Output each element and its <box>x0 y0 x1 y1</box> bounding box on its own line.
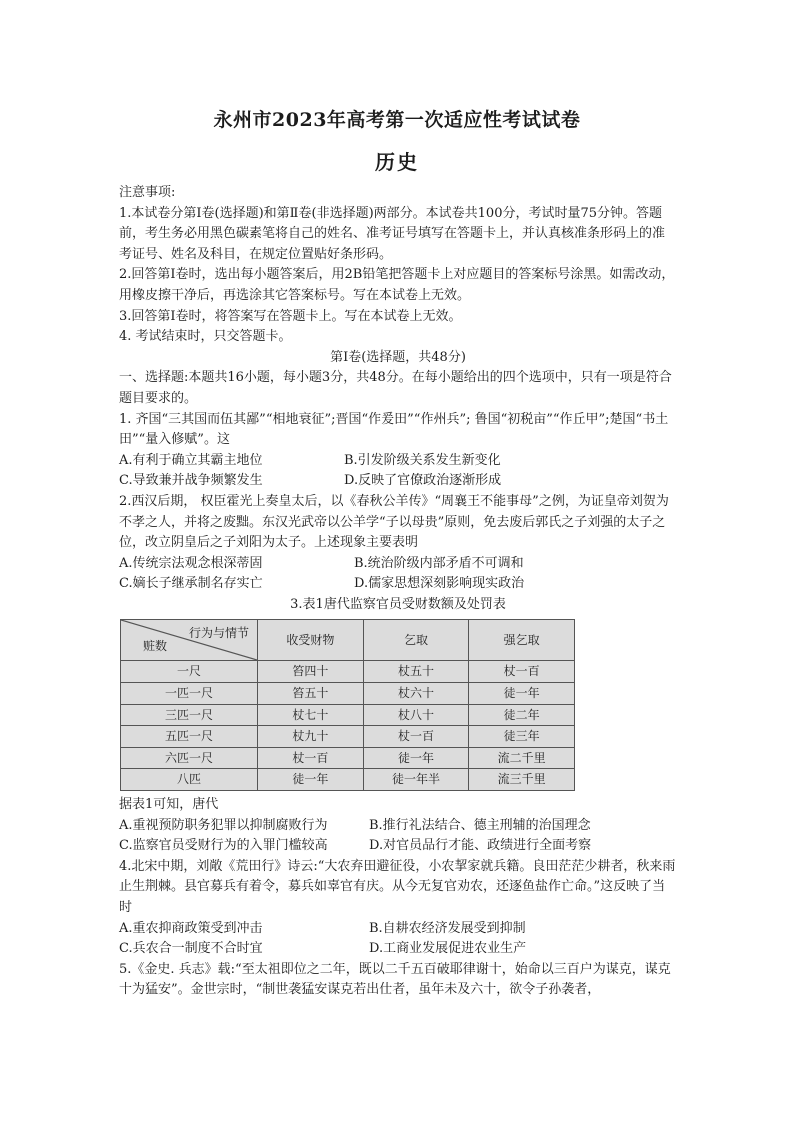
table-cell: 三匹一尺 <box>121 704 258 726</box>
table-caption: 3.表1唐代监察官员受财数额及处罚表 <box>290 596 506 612</box>
notice-item-3: 3.回答第Ⅰ卷时，将答案写在答题卡上。写在本试卷上无效。 <box>119 308 462 324</box>
table-header-cell: 收受财物 <box>258 620 364 661</box>
table-cell: 笞五十 <box>258 683 364 705</box>
penalty-table <box>120 619 575 791</box>
question-1-option-d: D.反映了官僚政治逐渐形成 <box>344 473 502 489</box>
table-row <box>121 661 575 683</box>
table-cell: 流二千里 <box>469 747 575 769</box>
diagonal-header-top: 行为与情节 <box>188 626 249 641</box>
table-cell: 徒三年 <box>469 726 575 748</box>
table-cell: 杖五十 <box>363 661 469 683</box>
table-container <box>120 619 575 791</box>
question-4-option-a: A.重农抑商政策受到冲击 <box>119 920 263 936</box>
question-1-options-row-1 <box>119 451 677 472</box>
question-4-option-d: D.工商业发展促进农业生产 <box>369 941 527 957</box>
question-4-option-c: C.兵农合一制度不合时宜 <box>119 941 263 957</box>
exam-body <box>119 183 677 1001</box>
question-2-options-row-2 <box>119 574 677 595</box>
question-3-options-row-2 <box>119 836 677 857</box>
table-header-cell: 强乞取 <box>469 620 575 661</box>
question-2-options-row-1 <box>119 554 677 575</box>
table-cell: 笞四十 <box>258 661 364 683</box>
question-4-option-b: B.自耕农经济发展受到抑制 <box>369 920 526 936</box>
table-cell: 徒一年 <box>258 769 364 791</box>
diagonal-header-bottom: 赃数 <box>143 638 168 653</box>
table-cell: 杖六十 <box>363 683 469 705</box>
table-cell: 流三千里 <box>469 769 575 791</box>
question-3-option-a: A.重视预防职务犯罪以抑制腐败行为 <box>119 817 328 833</box>
question-3-option-b: B.推行礼法结合、德主刑辅的治国理念 <box>369 817 591 833</box>
table-cell: 一匹一尺 <box>121 683 258 705</box>
table-cell: 杖七十 <box>258 704 364 726</box>
question-1-stem: 1. 齐国“三其国而伍其鄙”“相地衰征”;晋国“作爰田”“作州兵”; 鲁国“初税亩”“作丘甲”;楚国“书土田”“量入修赋”。这 <box>119 411 669 448</box>
notice-heading: 注意事项: <box>119 185 176 200</box>
table-cell: 徒一年半 <box>363 769 469 791</box>
table-cell: 杖九十 <box>258 726 364 748</box>
question-1-option-b: B.引发阶级关系发生新变化 <box>344 452 501 468</box>
question-2-option-d: D.儒家思想深刻影响现实政治 <box>354 576 525 592</box>
question-1-options-row-2 <box>119 471 677 492</box>
table-cell: 杖一百 <box>363 726 469 748</box>
question-2-option-c: C.嫡长子继承制名存实亡 <box>119 576 263 592</box>
notice-item-1: 1.本试卷分第Ⅰ卷(选择题)和第Ⅱ卷(非选择题)两部分。本试卷共100分，考试时量75分钟。答题前，考生务必用黑色碳素笔将自己的姓名、准考证号填写在答题卡上，并认真核准条形码上的准考证号、姓名及科目，在规定位置贴好条形码。 <box>119 205 666 262</box>
table-row <box>121 683 575 705</box>
table-header-cell: 乞取 <box>363 620 469 661</box>
notice-item-2: 2.回答第Ⅰ卷时，选出每小题答案后，用2B铅笔把答题卡上对应题目的答案标号涂黑。如需改动，用橡皮擦干净后，再选涂其它答案标号。写在本试卷上无效。 <box>119 267 675 303</box>
question-5-stem: 5.《金史. 兵志》载:“至太祖即位之二年，既以二千五百破耶律谢十，始命以三百户为谋克，谋克十为猛安”。金世宗时，“制世袭猛安谋克若出仕者，虽年未及六十，欲令子孙袭者， <box>119 961 671 998</box>
section-title: 第Ⅰ卷(选择题，共48分) <box>330 349 466 365</box>
question-3-stem: 据表1可知，唐代 <box>119 797 219 813</box>
table-cell: 徒二年 <box>469 704 575 726</box>
table-cell: 徒一年 <box>469 683 575 705</box>
notice-item-4: 4. 考试结束时，只交答题卡。 <box>119 329 292 345</box>
table-header-row <box>121 620 575 661</box>
table-cell: 八匹 <box>121 769 258 791</box>
question-1-option-c: C.导致兼并战争频繁发生 <box>119 473 263 489</box>
table-cell: 杖一百 <box>469 661 575 683</box>
question-2-stem: 2.西汉后期， 权臣霍光上奏皇太后，以《春秋公羊传》“周襄王不能事母”之例，为证皇帝刘贺为不孝之人，并将之废黜。东汉光武帝以公羊学“子以母贵”原则，免去废后郭氏之子刘强的太子之位，改立阴皇后之子刘阳为太子。上述现象主要表明 <box>119 493 669 551</box>
table-cell: 一尺 <box>121 661 258 683</box>
question-3-option-c: C.监察官员受财行为的入罪门槛较高 <box>119 838 328 854</box>
question-3-options-row-1 <box>119 816 677 837</box>
table-cell: 杖八十 <box>363 704 469 726</box>
table-row <box>121 704 575 726</box>
table-row <box>121 769 575 791</box>
question-1-option-a: A.有利于确立其霸主地位 <box>119 452 263 468</box>
section-instruction: 一、选择题:本题共16小题，每小题3分，共48分。在每小题给出的四个选项中，只有一项是符合题目要求的。 <box>119 370 672 406</box>
question-2-option-a: A.传统宗法观念根深蒂固 <box>119 555 263 571</box>
question-4-options-row-2 <box>119 939 677 960</box>
table-diagonal-header <box>121 620 258 661</box>
question-4-stem: 4.北宋中期，刘敞《荒田行》诗云:“大农弃田避征役，小农挈家就兵籍。良田茫茫少耕者，秋来雨止生荆棘。县官募兵有着令，募兵如辜官有庆。从今无复官劝农，还逐鱼盐作亡命。”这反映了当时 <box>119 858 676 915</box>
table-row <box>121 726 575 748</box>
exam-title: 永州市2023年高考第一次适应性考试试卷 <box>213 109 581 131</box>
question-4-options-row-1 <box>119 919 677 940</box>
table-row <box>121 747 575 769</box>
question-2-option-b: B.统治阶级内部矛盾不可调和 <box>354 555 524 571</box>
question-3-option-d: D.对官员品行才能、政绩进行全面考察 <box>369 838 592 854</box>
table-cell: 五匹一尺 <box>121 726 258 748</box>
table-cell: 徒一年 <box>363 747 469 769</box>
table-cell: 杖一百 <box>258 747 364 769</box>
table-cell: 六匹一尺 <box>121 747 258 769</box>
subject-title: 历史 <box>375 150 419 174</box>
